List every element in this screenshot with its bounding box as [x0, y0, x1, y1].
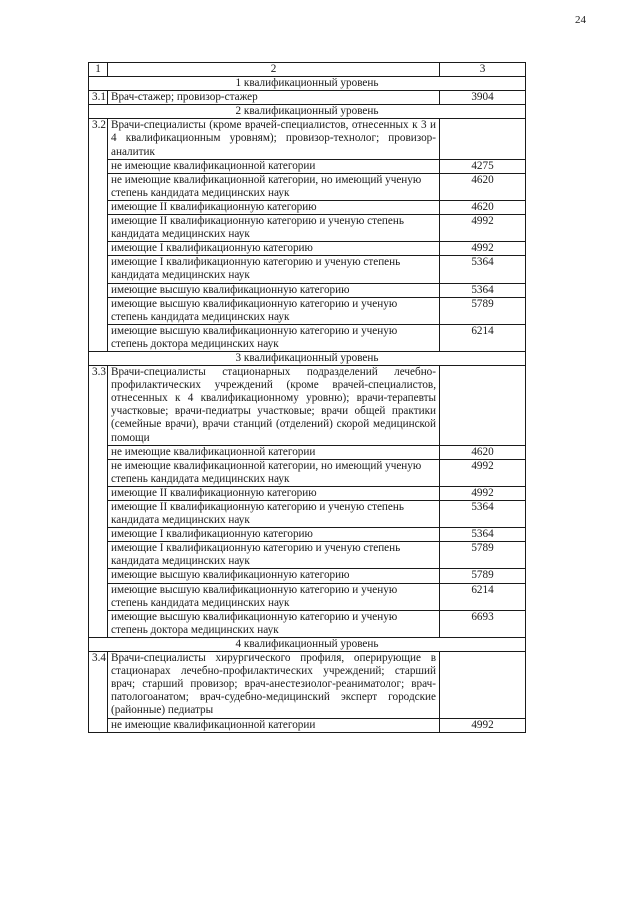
table-row: [89, 486, 526, 500]
table-row: [89, 173, 526, 200]
level-row: [89, 77, 526, 91]
row-description: имеющие высшую квалификационную категорию и ученую степень доктора медицинских наук: [108, 610, 440, 637]
row-description: имеющие высшую квалификационную категорию: [108, 283, 440, 297]
row-value: 4992: [440, 215, 526, 242]
row-value: 4620: [440, 173, 526, 200]
table-row: [89, 200, 526, 214]
row-description: не имеющие квалификационной категории: [108, 159, 440, 173]
row-description: не имеющие квалификационной категории: [108, 445, 440, 459]
table-row: [89, 159, 526, 173]
group-description: Врачи-специалисты (кроме врачей-специалистов, отнесенных к 3 и 4 квалификационным уровням); провизор-технолог; провизор-аналитик: [108, 119, 440, 159]
row-description: имеющие II квалификационную категорию: [108, 486, 440, 500]
row-description: имеющие высшую квалификационную категорию и ученую степень кандидата медицинских наук: [108, 297, 440, 324]
row-description: имеющие II квалификационную категорию: [108, 200, 440, 214]
level-3-heading: 3 квалификационный уровень: [89, 351, 526, 365]
row-description: имеющие I квалификационную категорию: [108, 528, 440, 542]
table-row: [89, 542, 526, 569]
row-value: 5789: [440, 569, 526, 583]
row-description: не имеющие квалификационной категории: [108, 718, 440, 732]
table-row: [89, 583, 526, 610]
row-value: 6214: [440, 324, 526, 351]
table-row: [89, 652, 526, 718]
row-number: 3.4: [89, 652, 108, 733]
row-value-empty: [440, 119, 526, 159]
table-row: [89, 528, 526, 542]
table-row: [89, 242, 526, 256]
page-number: 24: [575, 14, 586, 26]
table-row: [89, 283, 526, 297]
row-value: 3904: [440, 91, 526, 105]
table-row: [89, 718, 526, 732]
row-description: имеющие II квалификационную категорию и ученую степень кандидата медицинских наук: [108, 501, 440, 528]
row-value-empty: [440, 652, 526, 718]
level-row: [89, 105, 526, 119]
table-row: [89, 610, 526, 637]
row-number: 3.1: [89, 91, 108, 105]
header-col-3: 3: [440, 63, 526, 77]
table-row: [89, 501, 526, 528]
row-description: имеющие высшую квалификационную категорию и ученую степень доктора медицинских наук: [108, 324, 440, 351]
row-value: 5364: [440, 528, 526, 542]
salary-table: [88, 62, 526, 733]
table-row: [89, 445, 526, 459]
row-value: 6693: [440, 610, 526, 637]
row-value: 5789: [440, 542, 526, 569]
row-value: 4992: [440, 486, 526, 500]
table-row: [89, 366, 526, 446]
row-number: 3.3: [89, 366, 108, 638]
row-description: не имеющие квалификационной категории, но имеющий ученую степень кандидата медицинских наук: [108, 173, 440, 200]
level-row: [89, 637, 526, 651]
row-value: 4992: [440, 459, 526, 486]
table-row: [89, 256, 526, 283]
row-description: имеющие I квалификационную категорию и ученую степень кандидата медицинских наук: [108, 256, 440, 283]
level-4-heading: 4 квалификационный уровень: [89, 637, 526, 651]
level-row: [89, 351, 526, 365]
group-description: Врачи-специалисты стационарных подразделений лечебно-профилактических учреждений (кроме врачей-специалистов, отнесенных к 4 квалификационному уровню); врачи-терапевты участковые; врачи-педиатры участковые; врачи общей практики (семейные врачи), врачи станций (отделений) скорой медицинской помощи: [108, 366, 440, 446]
row-description: имеющие I квалификационную категорию и ученую степень кандидата медицинских наук: [108, 542, 440, 569]
row-description: имеющие высшую квалификационную категорию и ученую степень кандидата медицинских наук: [108, 583, 440, 610]
row-description: имеющие II квалификационную категорию и ученую степень кандидата медицинских наук: [108, 215, 440, 242]
row-value: 5364: [440, 283, 526, 297]
row-description: имеющие высшую квалификационную категорию: [108, 569, 440, 583]
table-row: [89, 215, 526, 242]
level-2-heading: 2 квалификационный уровень: [89, 105, 526, 119]
row-value: 6214: [440, 583, 526, 610]
table-row: [89, 119, 526, 159]
table-row: [89, 569, 526, 583]
level-1-heading: 1 квалификационный уровень: [89, 77, 526, 91]
row-description: имеющие I квалификационную категорию: [108, 242, 440, 256]
row-value: 5789: [440, 297, 526, 324]
row-value: 4992: [440, 718, 526, 732]
table-row: [89, 459, 526, 486]
table-row: [89, 324, 526, 351]
row-value: 5364: [440, 256, 526, 283]
table-row: [89, 297, 526, 324]
row-value: 5364: [440, 501, 526, 528]
row-value: 4620: [440, 445, 526, 459]
row-value: 4992: [440, 242, 526, 256]
row-value-empty: [440, 366, 526, 446]
row-value: 4620: [440, 200, 526, 214]
table-header-row: [89, 63, 526, 77]
group-description: Врачи-специалисты хирургического профиля, оперирующие в стационарах лечебно-профилактических учреждений; старший врач; старший провизор; врач-анестезиолог-реаниматолог; врач-патологоанатом; врач-судебно-медицинский эксперт городские (районные) педиатры: [108, 652, 440, 718]
table-row: [89, 91, 526, 105]
header-col-1: 1: [89, 63, 108, 77]
row-description: не имеющие квалификационной категории, но имеющий ученую степень кандидата медицинских наук: [108, 459, 440, 486]
row-number: 3.2: [89, 119, 108, 352]
header-col-2: 2: [108, 63, 440, 77]
row-description: Врач-стажер; провизор-стажер: [108, 91, 440, 105]
row-value: 4275: [440, 159, 526, 173]
